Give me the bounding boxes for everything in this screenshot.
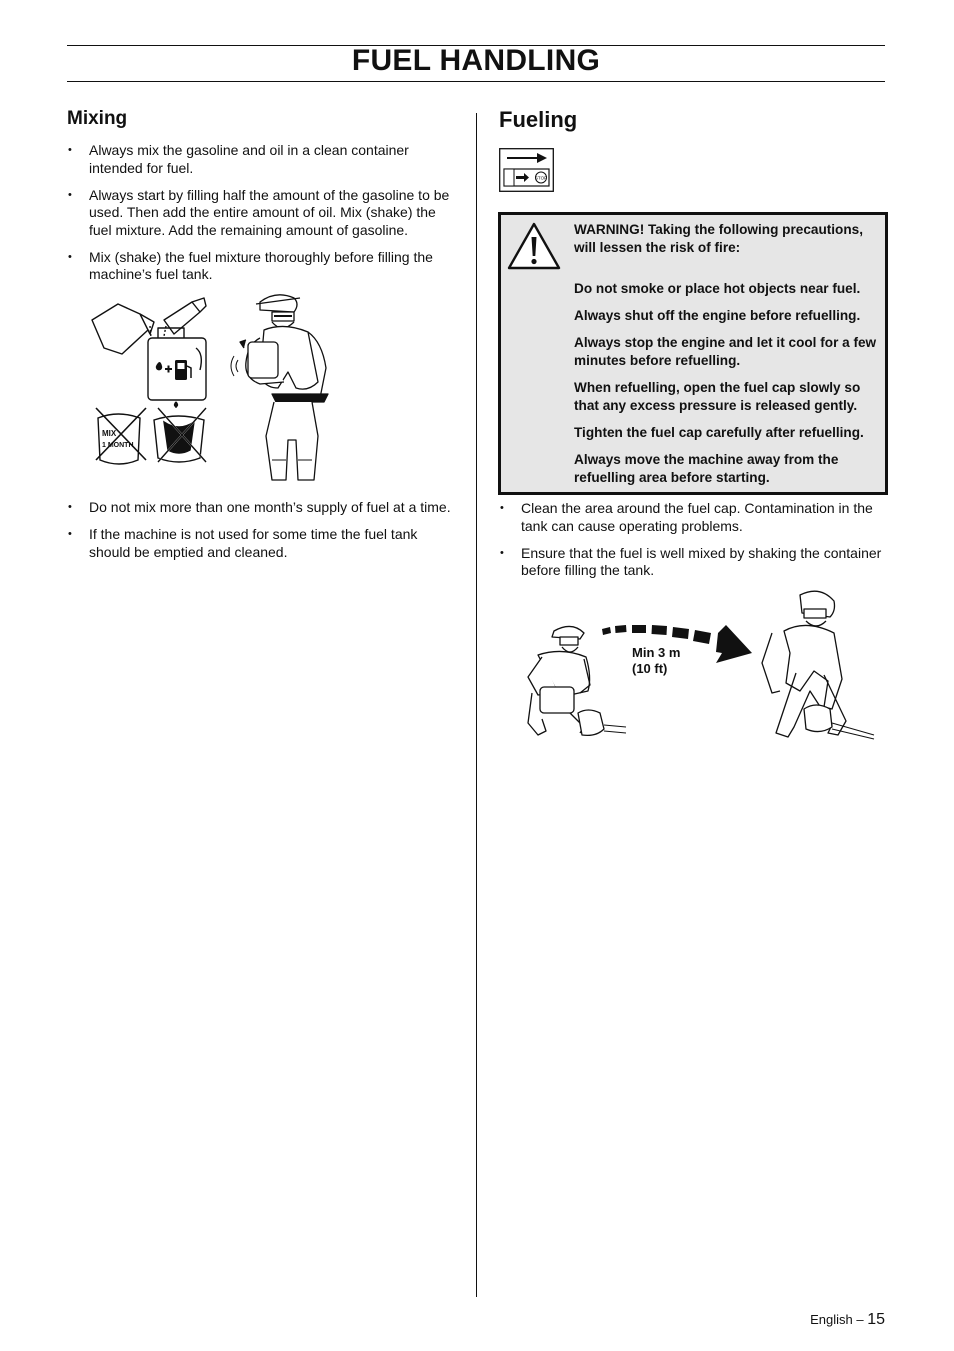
warning-line: Tighten the fuel cap carefully after refuelling. — [574, 425, 864, 440]
distance-label-line1: Min 3 m — [632, 645, 681, 660]
list-item: • If the machine is not used for some time the fuel tank should be emptied and cleaned. — [67, 526, 457, 561]
refuel-distance-illustration — [518, 585, 878, 745]
distance-label-line2: (10 ft) — [632, 661, 668, 676]
crossed-can-icon — [96, 408, 146, 464]
can-label-line2: 1 MONTH — [102, 442, 134, 449]
refer-to-stop-symbol-icon — [499, 148, 554, 192]
worker-refuelling-icon — [528, 626, 626, 735]
warning-line: Do not smoke or place hot objects near fuel. — [574, 281, 861, 296]
page-footer — [810, 1311, 885, 1329]
mixing-bullets-bottom — [67, 499, 457, 571]
can-label-line1: MIX — [102, 429, 117, 438]
list-item: • Always mix the gasoline and oil in a clean container intended for fuel. — [67, 142, 457, 177]
mixing-illustration — [88, 290, 348, 490]
fueling-heading: Fueling — [499, 107, 578, 132]
warning-triangle-icon — [506, 221, 562, 271]
list-item: • Always start by filling half the amount of the gasoline to be used. Then add the entire amount of oil. Mix (shake) the fuel mixture. Add the remaining amount of gasoline. — [67, 187, 457, 240]
oil-jug-icon — [92, 304, 148, 354]
worker-shaking-fuel-icon — [231, 295, 328, 480]
column-divider — [476, 113, 477, 1297]
crossed-bucket-icon — [154, 408, 206, 462]
footer-separator: – — [856, 1312, 864, 1327]
page-number: 15 — [867, 1311, 885, 1328]
footer-language: English — [810, 1312, 853, 1327]
page-title: FUEL HANDLING — [351, 44, 601, 77]
header-rule-bottom — [67, 81, 885, 82]
warning-line: Always move the machine away from the refuelling area before starting. — [574, 452, 839, 485]
warning-line: Always shut off the engine before refuelling. — [574, 308, 861, 323]
fueling-bullets — [499, 500, 887, 589]
warning-line: Always stop the engine and let it cool for a few minutes before refuelling. — [574, 335, 877, 368]
list-item: • Clean the area around the fuel cap. Contamination in the tank can cause operating problems. — [499, 500, 887, 535]
warning-line: When refuelling, open the fuel cap slowly so that any excess pressure is released gently. — [574, 380, 861, 413]
list-item: • Mix (shake) the fuel mixture thoroughly before filling the machine’s fuel tank. — [67, 249, 457, 284]
list-item: • Do not mix more than one month’s supply of fuel at a time. — [67, 499, 457, 517]
warning-box — [498, 212, 888, 495]
warning-text — [574, 221, 882, 496]
mixing-heading: Mixing — [67, 108, 128, 129]
warning-heading: WARNING! Taking the following precautions, will lessen the risk of fire: — [574, 222, 863, 255]
worker-starting-machine-icon — [762, 591, 874, 739]
mixing-bullets-top — [67, 142, 457, 293]
svg-text:STOP: STOP — [534, 175, 548, 181]
list-item: • Ensure that the fuel is well mixed by shaking the container before filling the tank. — [499, 545, 887, 580]
bottle-icon — [164, 302, 200, 334]
